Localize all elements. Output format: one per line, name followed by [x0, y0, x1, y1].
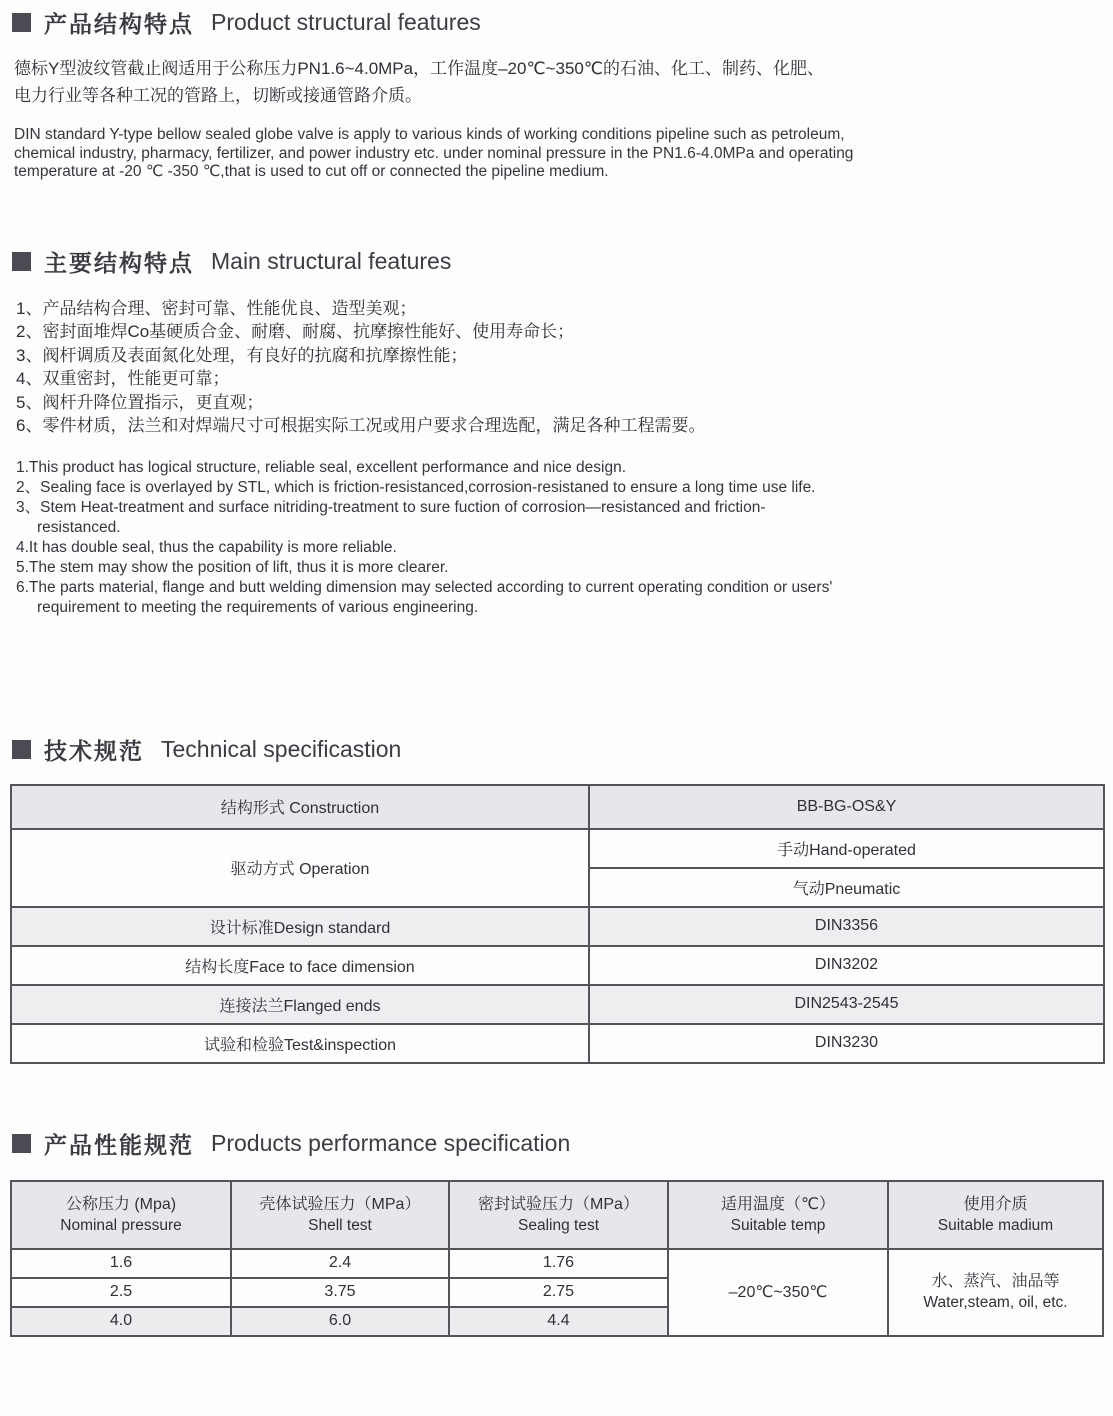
- feature-item-en: 4.It has double seal, thus the capability is more reliable.: [16, 538, 397, 556]
- column-header: [888, 1181, 1103, 1249]
- section-title-en: Technical specificastion: [161, 736, 402, 762]
- medium-en: Water,steam, oil, etc.: [923, 1294, 1068, 1311]
- table-cell-value: 手动Hand-operated: [589, 829, 1104, 868]
- intro-paragraph-cn: 德标Y型波纹管截止阀适用于公称压力PN1.6~4.0MPa，工作温度–20℃~350℃的石油、化工、制药、化肥、电力行业等各种工况的管路上，切断或接通管路介质。: [14, 59, 824, 105]
- table-cell-value: DIN3230: [589, 1024, 1104, 1063]
- feature-item-en: 3、Stem Heat-treatment and surface nitriding-treatment to sure fuction of corrosion—resistanced and friction-resistanced.: [16, 498, 766, 536]
- column-header-cn: 适用温度（℃）: [721, 1195, 835, 1213]
- section-header-main-features: [12, 248, 1113, 276]
- table-cell-value: 2.5: [11, 1278, 231, 1307]
- table-cell-label: 设计标准Design standard: [11, 907, 589, 946]
- section-header-product-features: [12, 8, 1113, 36]
- table-cell-label: 结构形式 Construction: [11, 785, 589, 829]
- table-cell-value: 气动Pneumatic: [589, 868, 1104, 907]
- column-header-en: Suitable madium: [937, 1216, 1054, 1234]
- table-cell-label: 驱动方式 Operation: [11, 829, 589, 907]
- section-title-en: Products performance specification: [211, 1130, 571, 1156]
- column-header-en: Suitable temp: [730, 1216, 826, 1234]
- feature-item-cn: 1、产品结构合理、密封可靠、性能优良、造型美观；: [16, 298, 417, 318]
- table-cell-value: 1.76: [449, 1249, 668, 1278]
- column-header-cn: 使用介质: [963, 1195, 1028, 1213]
- feature-item-cn: 5、阀杆升降位置指示，更直观；: [16, 392, 264, 412]
- table-cell-value: DIN3202: [589, 946, 1104, 985]
- table-cell-value: 2.75: [449, 1278, 668, 1307]
- section-title-en: Main structural features: [211, 248, 452, 274]
- technical-spec-table: [10, 784, 1105, 1064]
- intro-paragraph-en: DIN standard Y-type bellow sealed globe valve is apply to various kinds of working conditions pipeline such as petroleum, chemical industry, pharmacy, fertilizer, and power industry etc. under nominal pressure in the PN1.6-4.0MPa and operating temperature at -20 ℃ -350 ℃,that is used to cut off or connected the pipeline medium.: [14, 126, 854, 180]
- column-header: [11, 1181, 231, 1249]
- table-cell-value: DIN2543-2545: [589, 985, 1104, 1024]
- table-cell-value: 2.4: [231, 1249, 449, 1278]
- column-header: [449, 1181, 668, 1249]
- table-cell-value: DIN3356: [589, 907, 1104, 946]
- section-title-cn: 技术规范: [44, 738, 144, 764]
- table-row: [11, 1249, 1103, 1278]
- section-header-performance-spec: [12, 1130, 1113, 1158]
- column-header-cn: 密封试验压力（MPa）: [478, 1195, 639, 1213]
- feature-item-en: 5.The stem may show the position of lift, thus it is more clearer.: [16, 558, 449, 576]
- table-row: [11, 829, 1104, 868]
- table-cell-value: 1.6: [11, 1249, 231, 1278]
- section-bullet-icon: [12, 13, 31, 32]
- table-cell-label: 试验和检验Test&inspection: [11, 1024, 589, 1063]
- section-title-cn: 主要结构特点: [44, 250, 194, 276]
- main-features-list-en: [16, 458, 848, 618]
- table-row: [11, 1024, 1104, 1063]
- table-header-row: [11, 1181, 1103, 1249]
- column-header: [231, 1181, 449, 1249]
- table-cell-value: 6.0: [231, 1307, 449, 1336]
- table-row: [11, 946, 1104, 985]
- feature-item-cn: 6、零件材质，法兰和对焊端尺寸可根据实际工况或用户要求合理选配，满足各种工程需要。: [16, 416, 706, 435]
- feature-item-cn: 4、双重密封，性能更可靠；: [16, 369, 230, 388]
- column-header-cn: 公称压力 (Mpa): [65, 1195, 177, 1213]
- table-cell-temp-range: –20℃~350℃: [668, 1249, 888, 1336]
- feature-item-cn: 2、密封面堆焊Co基硬质合金、耐磨、耐腐、抗摩擦性能好、使用寿命长；: [16, 322, 575, 341]
- feature-item-en: 2、Sealing face is overlayed by STL, which is friction-resistanced,corrosion-resistaned to ensure a long time use life.: [16, 478, 816, 496]
- section-bullet-icon: [12, 1134, 31, 1153]
- main-features-list-cn: [16, 297, 876, 438]
- section-header-technical-spec: [12, 736, 1113, 764]
- section-title-cn: 产品结构特点: [44, 10, 194, 37]
- column-header: [668, 1181, 888, 1249]
- table-cell-value: BB-BG-OS&Y: [589, 785, 1104, 829]
- column-header-en: Sealing test: [518, 1216, 599, 1234]
- table-cell-value: 4.4: [449, 1307, 668, 1336]
- feature-item-cn: 3、阀杆调质及表面氮化处理，有良好的抗腐和抗摩擦性能；: [16, 345, 468, 365]
- medium-cn: 水、蒸汽、油品等: [931, 1273, 1060, 1290]
- table-cell-value: 3.75: [231, 1278, 449, 1307]
- section-title-en: Product structural features: [211, 8, 481, 35]
- feature-item-en: 1.This product has logical structure, reliable seal, excellent performance and nice design.: [16, 458, 626, 476]
- column-header-cn: 壳体试验压力（MPa）: [259, 1195, 421, 1213]
- section-bullet-icon: [12, 252, 31, 271]
- section-title-cn: 产品性能规范: [44, 1132, 194, 1158]
- table-cell-label: 结构长度Face to face dimension: [11, 946, 589, 985]
- performance-spec-table: [10, 1180, 1104, 1337]
- column-header-en: Shell test: [308, 1216, 372, 1234]
- table-row: [11, 985, 1104, 1024]
- column-header-en: Nominal pressure: [60, 1216, 182, 1234]
- feature-item-en: 6.The parts material, flange and butt welding dimension may selected according to current operating condition or users' requirement to meeting the requirements of various engineering.: [16, 578, 833, 616]
- table-cell-label: 连接法兰Flanged ends: [11, 985, 589, 1024]
- section-bullet-icon: [12, 740, 31, 759]
- table-cell-value: 4.0: [11, 1307, 231, 1336]
- table-cell-medium: [888, 1249, 1103, 1336]
- table-row: [11, 907, 1104, 946]
- table-row: [11, 785, 1104, 829]
